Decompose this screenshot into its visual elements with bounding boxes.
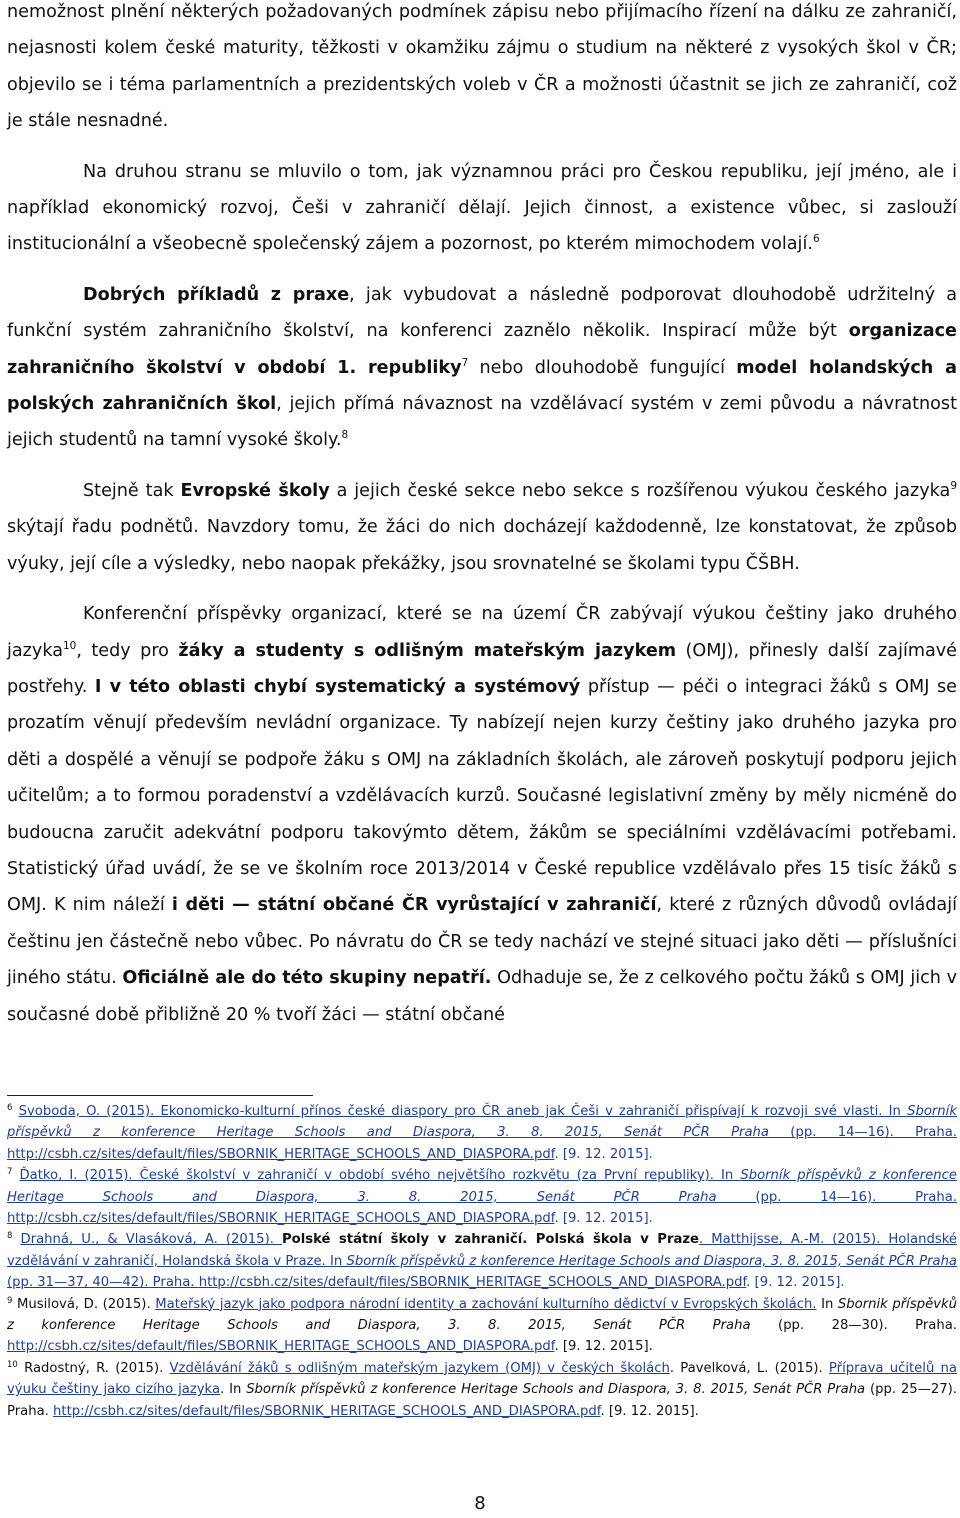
- emphasis: organizace zahraničního školství v období 1. republiky: [7, 321, 957, 378]
- footnote-9-link[interactable]: http://csbh.cz/sites/default/files/SBORNIK_HERITAGE_SCHOOLS_AND_DIASPORA.pdf: [7, 1339, 555, 1355]
- emphasis: model holandských a polských zahraničních škol: [7, 357, 957, 415]
- footnote-9: $^9$ Musilová, D. (2015). Mateřský jazyk jako podpora národní identity a zachování kulturního dědictví v Evropských školách. In Sbornik příspěvků z konference Heritage Schools and Diaspora, 3. 8. 2015, Senát PČR Praha (pp. 28—30). Praha. http://csbh.cz/sites/default/files/SBORNIK_HERITAGE_SCHOOLS_AND_DIASPORA.pdf. [9. 12. 2015].: [7, 1295, 957, 1355]
- footnote-ref-6[interactable]: 6: [812, 233, 820, 246]
- emphasis: I v této oblasti chybí systematický a systémový: [94, 676, 581, 697]
- footnote-8-link[interactable]: http://csbh.cz/sites/default/files/SBORNIK_HERITAGE_SCHOOLS_AND_DIASPORA.pdf: [198, 1275, 747, 1291]
- footnote-6-link[interactable]: http://csbh.cz/sites/default/files/SBORNIK_HERITAGE_SCHOOLS_AND_DIASPORA.pdf: [7, 1146, 555, 1162]
- emphasis: i děti — státní občané ČR vyrůstající v zahraničí: [171, 895, 657, 916]
- footnote-6: $^6$ Svoboda, O. (2015). Ekonomicko-kulturní přínos české diaspory pro ČR aneb jak Češi v zahraničí přispívají k rozvoji své vlasti. In Sborník příspěvků z konference Heritage Schools and Diaspora, 3. 8. 2015, Senát PČR Praha (pp. 14—16). Praha. http://csbh.cz/sites/default/files/SBORNIK_HERITAGE_SCHOOLS_AND_DIASPORA.pdf. [9. 12. 2015].: [7, 1103, 957, 1162]
- body-text: [7, 0, 957, 1033]
- footnotes: [7, 1101, 957, 1422]
- paragraph-5: Konferenční příspěvky organizací, které se na území ČR zabývají výukou češtiny jako druhého jazyka$^{10}$, tedy pro žáky a studenty s odlišným mateřským jazykem (OMJ), přinesly další zajímavé postřehy. I v této oblasti chybí systematický a systémový přístup — péči o integraci žáků s OMJ se prozatím věnují především nevládní organizace. Ty nabízejí nejen kurzy češtiny jako druhého jazyka pro děti a dospělé a věnují se podpoře žáku s OMJ na základních školách, ale zároveň poskytují podporu jejich učitelům; a to formou poradenství a vzdělávacích kurzů. Současné legislativní změny by měly nicméně do budoucna zaručit adekvátní podporu takovýmto dětem, žákům se speciálními vzdělávacími potřebami. Statistický úřad uvádí, že se ve školním roce 2013/2014 v České republice vzdělávalo přes 15 tisíc žáků s OMJ. K nim náleží i děti — státní občané ČR vyrůstající v zahraničí, které z různých důvodů ovládají češtinu jen částečně nebo vůbec. Po návratu do ČR se tedy nachází ve stejné situaci jako děti — příslušníci jiného státu. Oficiálně ale do této skupiny nepatří. Odhaduje se, že z celkového počtu žáků s OMJ jich v současné době přibližně 20 % tvoří žáci — státní občané: [7, 604, 958, 1025]
- emphasis: Evropské školy: [180, 480, 330, 501]
- footnote-10-link[interactable]: http://csbh.cz/sites/default/files/SBORNIK_HERITAGE_SCHOOLS_AND_DIASPORA.pdf: [53, 1403, 601, 1419]
- emphasis: Oficiálně ale do této skupiny nepatří.: [122, 968, 492, 989]
- footnote-8: $^8$ Drahná, U., & Vlasáková, A. (2015). Polské státní školy v zahraničí. Polská škola v Praze. Matthijsse, A.-M. (2015). Holandské vzdělávání v zahraničí, Holandská škola v Praze. In Sborník příspěvků z konference Heritage Schools and Diaspora, 3. 8. 2015, Senát PČR Praha (pp. 31—37, 40—42). Praha. http://csbh.cz/sites/default/files/SBORNIK_HERITAGE_SCHOOLS_AND_DIASPORA.pdf. [9. 12. 2015].: [7, 1231, 958, 1291]
- footnote-7: $^7$ Ďatko, I. (2015). České školství v zahraničí v období svého největšího rozkvětu (za První republiky). In Sborník příspěvků z konference Heritage Schools and Diaspora, 3. 8. 2015, Senát PČR Praha (pp. 14—16). Praha. http://csbh.cz/sites/default/files/SBORNIK_HERITAGE_SCHOOLS_AND_DIASPORA.pdf. [9. 12. 2015].: [7, 1167, 957, 1227]
- emphasis: žáky a studenty s odlišným mateřským jazykem: [178, 640, 677, 661]
- footnote-10: $^{10}$ Radostný, R. (2015). Vzdělávání žáků s odlišným mateřským jazykem (OMJ) v českých školách. Pavelková, L. (2015). Příprava učitelů na výuku češtiny jako cizího jazyka. In Sborník příspěvků z konference Heritage Schools and Diaspora, 3. 8. 2015, Senát PČR Praha (pp. 25—27). Praha. http://csbh.cz/sites/default/files/SBORNIK_HERITAGE_SCHOOLS_AND_DIASPORA.pdf. [9. 12. 2015].: [7, 1359, 957, 1419]
- footnote-ref-10[interactable]: 10: [62, 639, 77, 652]
- emphasis: Dobrých příkladů z praxe: [83, 284, 350, 305]
- paragraph-1: nemožnost plnění některých požadovaných podmínek zápisu nebo přijímacího řízení na dálku ze zahraničí, nejasnosti kolem české maturity, těžkosti v okamžiku zájmu o studium na některé z vysokých škol v ČR; objevilo se i téma parlamentních a prezidentských voleb v ČR a možnosti účastnit se jich ze zahraničí, což je stále nesnadné.: [7, 2, 957, 132]
- footnote-7-link[interactable]: http://csbh.cz/sites/default/files/SBORNIK_HERITAGE_SCHOOLS_AND_DIASPORA.pdf: [7, 1211, 555, 1227]
- page-number: 8: [474, 1493, 486, 1514]
- footnote-ref-8[interactable]: 8: [341, 429, 349, 442]
- footnote-separator: [7, 1095, 313, 1096]
- footnote-ref-9[interactable]: 9: [950, 479, 957, 492]
- paragraph-3: Dobrých příkladů z praxe, jak vybudovat a následně podporovat dlouhodobě udržitelný a funkční systém zahraničního školství, na konferenci zaznělo několik. Inspirací může být organizace zahraničního školství v období 1. republiky$^7$ nebo dlouhodobě fungující model holandských a polských zahraničních škol, jejich přímá návaznost na vzdělávací systém v zemi původu a návratnost jejich studentů na tamní vysoké školy.$^8$: [7, 284, 957, 451]
- paragraph-4: Stejně tak Evropské školy a jejich české sekce nebo sekce s rozšířenou výukou českého jazyka$^9$ skýtají řadu podnětů. Navzdory tomu, že žáci do nich docházejí každodenně, lze konstatovat, že způsob výuky, její cíle a výsledky, nebo naopak překážky, jsou srovnatelné se školami typu ČŠBH.: [7, 479, 957, 574]
- footnote-ref-7[interactable]: 7: [461, 356, 469, 369]
- paragraph-2: Na druhou stranu se mluvilo o tom, jak významnou práci pro Českou republiku, její jméno, ale i například ekonomický rozvoj, Češi v zahraničí dělají. Jejich činnost, a existence vůbec, si zaslouží institucionální a všeobecně společenský zájem a pozornost, po kterém mimochodem volají.$^6$: [7, 161, 957, 255]
